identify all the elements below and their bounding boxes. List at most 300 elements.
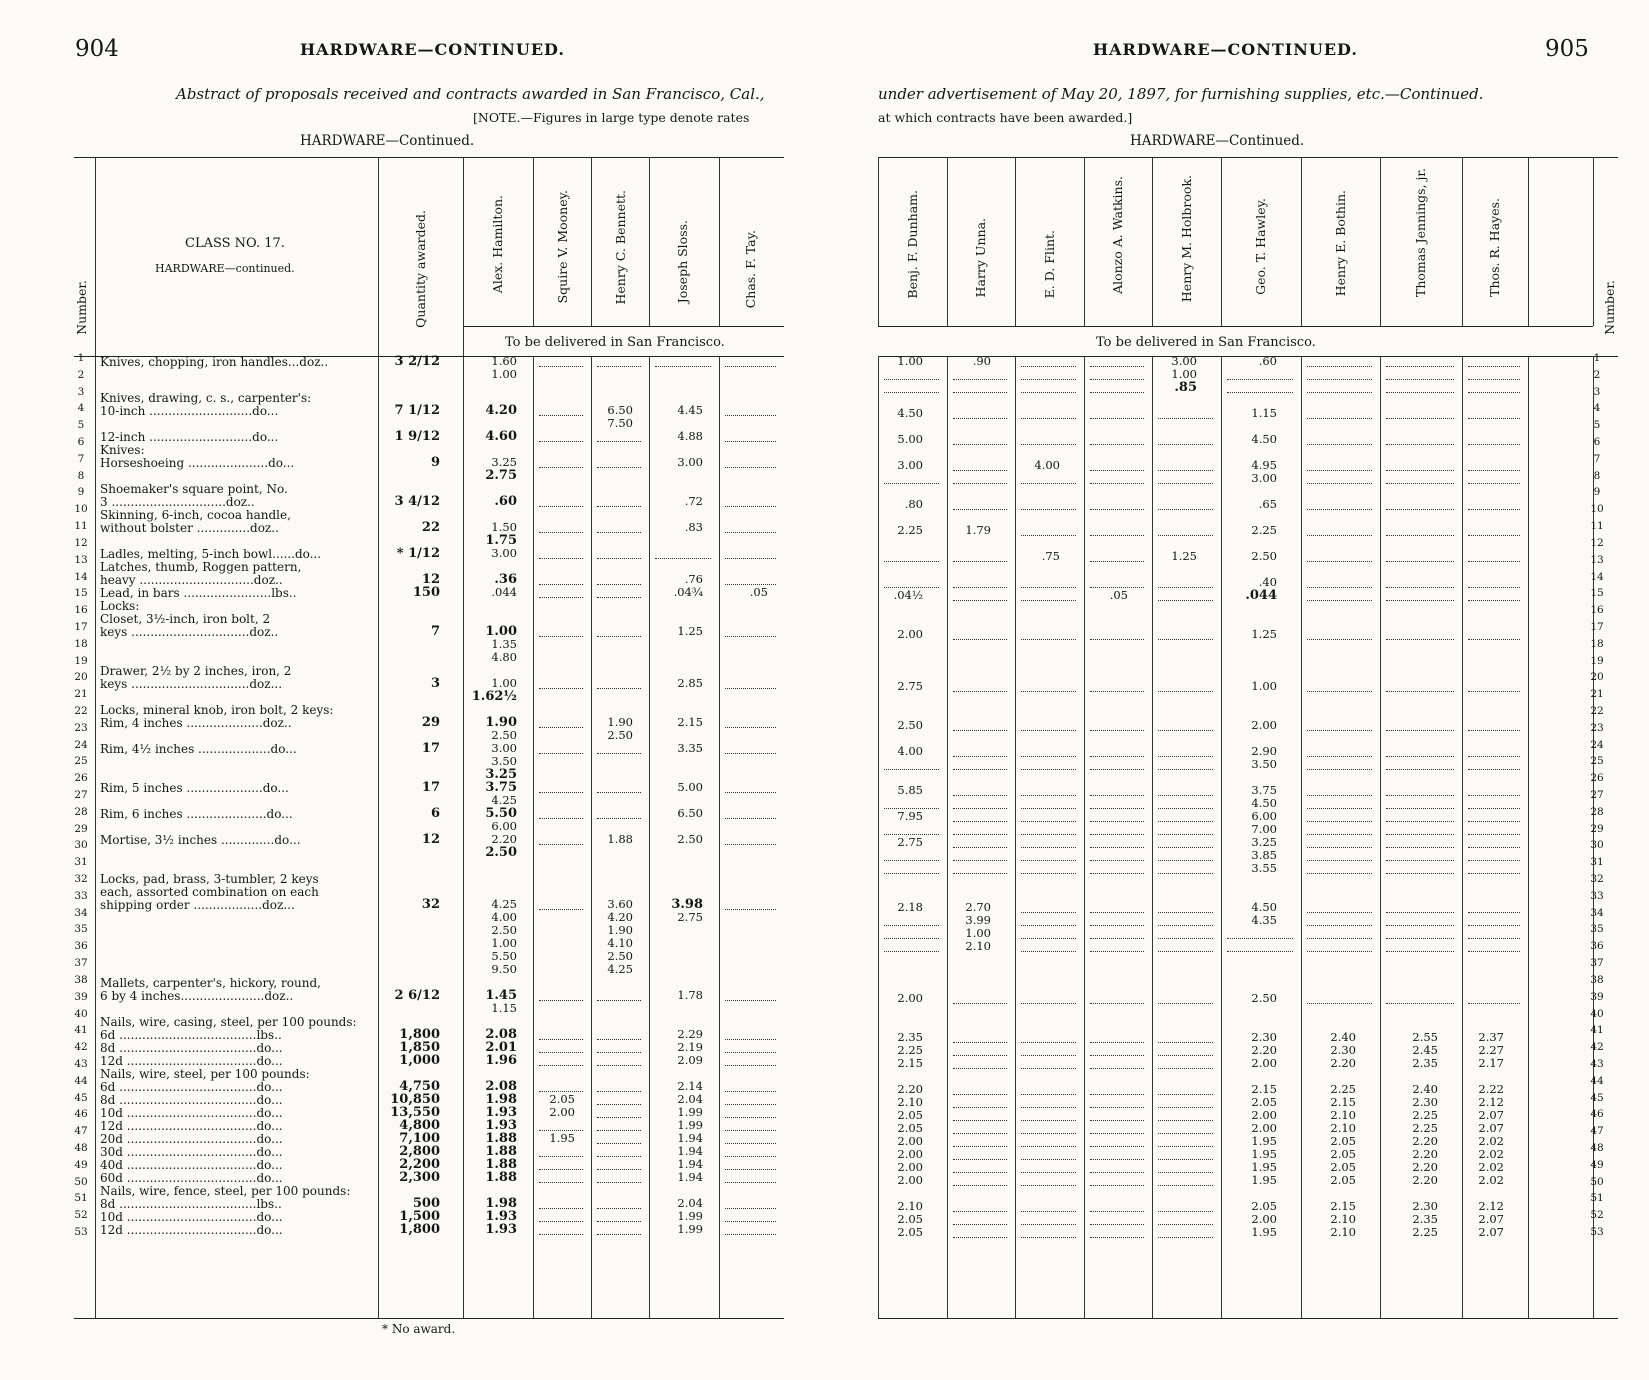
bid-value: 3.75: [485, 780, 517, 795]
dot-leader: [884, 860, 939, 861]
dot-leader: [1307, 587, 1372, 588]
bid-value: 2.25: [1412, 1108, 1438, 1122]
bid-value: 2.05: [897, 1108, 923, 1122]
row-number: 6: [77, 436, 85, 449]
dot-leader: [1158, 1237, 1213, 1238]
bid-value: 5.50: [491, 949, 517, 963]
dot-leader: [953, 483, 1007, 484]
bid-value: .75: [1041, 549, 1060, 563]
dot-leader: [1158, 821, 1213, 822]
row-number: 48: [1590, 1141, 1604, 1154]
dot-leader: [1386, 925, 1454, 926]
item-description: 6d ....................................lbs..: [100, 1028, 282, 1042]
item-description: shipping order ..................doz...: [100, 898, 295, 912]
row-number: 37: [1590, 957, 1604, 970]
bid-value: 2.10: [897, 1095, 923, 1109]
bid-value: 1.88: [485, 1170, 517, 1185]
dot-leader: [1021, 379, 1076, 380]
bid-value: 3.60: [607, 897, 633, 911]
item-description: Rim, 4 inches ....................doz..: [100, 716, 292, 730]
bid-value: 2.20: [1412, 1173, 1438, 1187]
dot-leader: [1021, 938, 1076, 939]
row-number: 41: [1590, 1024, 1604, 1037]
dot-leader: [1468, 834, 1520, 835]
bid-value: .044: [491, 585, 517, 599]
dot-leader: [1090, 1146, 1144, 1147]
dot-leader: [953, 834, 1007, 835]
bid-value: 3.00: [677, 455, 703, 469]
row-number: 25: [1590, 755, 1604, 768]
dot-leader: [953, 1159, 1007, 1160]
bid-value: 2.10: [1330, 1225, 1356, 1239]
quantity-awarded: 32: [421, 897, 440, 912]
dot-leader: [1386, 418, 1454, 419]
row-number: 49: [1590, 1158, 1604, 1171]
item-description: without bolster ..............doz..: [100, 521, 279, 535]
dot-leader: [1386, 483, 1454, 484]
dot-leader: [1090, 1042, 1144, 1043]
dot-leader: [1090, 951, 1144, 952]
dot-leader: [597, 506, 641, 507]
col-divider: [1462, 356, 1463, 1318]
bid-value: 2.50: [897, 718, 923, 732]
row-number: 31: [74, 856, 88, 869]
dot-leader: [539, 1169, 583, 1170]
delivered-note: To be delivered in San Francisco.: [505, 335, 725, 350]
row-number: 18: [1590, 637, 1604, 650]
dot-leader: [597, 1169, 641, 1170]
col-divider: [533, 157, 534, 326]
bid-value: .90: [972, 354, 991, 368]
dot-leader: [725, 844, 776, 845]
item-description: Mortise, 3½ inches ..............do...: [100, 833, 301, 847]
dot-leader: [539, 1221, 583, 1222]
dot-leader: [1021, 1068, 1076, 1069]
row-number: 42: [74, 1041, 88, 1054]
item-description: keys ...............................doz...: [100, 677, 283, 691]
bid-value: 2.01: [485, 1040, 517, 1055]
dot-leader: [597, 1221, 641, 1222]
bid-value: 1.99: [677, 1209, 703, 1223]
dot-leader: [1021, 1120, 1076, 1121]
dot-leader: [1021, 808, 1076, 809]
bid-value: 9.50: [491, 962, 517, 976]
dot-leader: [1468, 587, 1520, 588]
bid-value: 1.90: [485, 715, 517, 730]
dot-leader: [1090, 847, 1144, 848]
row-number: 12: [1590, 536, 1604, 549]
bid-value: 4.35: [1251, 913, 1277, 927]
bid-value: 2.22: [1478, 1082, 1504, 1096]
dot-leader: [1468, 821, 1520, 822]
dot-leader: [539, 1182, 583, 1183]
dot-leader: [953, 808, 1007, 809]
dot-leader: [1158, 1107, 1213, 1108]
col-divider: [1015, 356, 1016, 1318]
row-number: 10: [74, 503, 88, 516]
dot-leader: [725, 441, 776, 442]
row-number: 5: [1593, 419, 1601, 432]
dot-leader: [1158, 470, 1213, 471]
row-number: 38: [1590, 973, 1604, 986]
bid-value: 1.00: [491, 936, 517, 950]
dot-leader: [539, 506, 583, 507]
dot-leader: [725, 415, 776, 416]
item-description: Locks, pad, brass, 3-tumbler, 2 keys: [100, 872, 319, 886]
bid-value: 4.25: [491, 793, 517, 807]
bid-value: 1.62½: [471, 689, 517, 704]
item-description: 10-inch ...........................do...: [100, 404, 279, 418]
row-number: 5: [77, 419, 85, 432]
bid-value: .36: [494, 572, 517, 587]
col-divider: [1221, 157, 1222, 326]
bid-value: 1.93: [485, 1209, 517, 1224]
dot-leader: [1468, 769, 1520, 770]
dot-leader: [1158, 1094, 1213, 1095]
dot-leader: [1468, 795, 1520, 796]
dot-leader: [1227, 379, 1293, 380]
bid-value: 2.25: [897, 1043, 923, 1057]
dot-leader: [953, 1068, 1007, 1069]
bid-value: 2.50: [607, 728, 633, 742]
table-top-rule: [878, 157, 1618, 158]
bid-value: 1.95: [1251, 1225, 1277, 1239]
bid-value: .40: [1258, 575, 1277, 589]
row-number: 26: [74, 772, 88, 785]
bid-value: 2.75: [677, 910, 703, 924]
row-number: 53: [74, 1226, 88, 1238]
row-number: 34: [1590, 906, 1604, 919]
dot-leader: [1090, 1185, 1144, 1186]
dot-leader: [1307, 366, 1372, 367]
dot-leader: [1158, 1185, 1213, 1186]
dot-leader: [884, 925, 939, 926]
dot-leader: [539, 597, 583, 598]
bid-value: 1.93: [485, 1222, 517, 1237]
dot-leader: [725, 1234, 776, 1235]
col-divider: [591, 157, 592, 326]
bidder-header: Henry M. Holbrook.: [1178, 175, 1194, 303]
bid-value: 2.90: [1251, 744, 1277, 758]
bidder-header: Benj. F. Dunham.: [904, 190, 920, 299]
row-number: 52: [74, 1209, 88, 1222]
row-number: 26: [1590, 772, 1604, 785]
delivered-rule: [878, 326, 1593, 327]
dot-leader: [1158, 691, 1213, 692]
item-description: Shoemaker's square point, No.: [100, 482, 288, 496]
dot-leader: [539, 366, 583, 367]
bid-value: 5.50: [485, 806, 517, 821]
bid-value: 1.93: [485, 1105, 517, 1120]
item-description: 60d ..................................do...: [100, 1171, 283, 1185]
bid-value: 2.08: [485, 1079, 517, 1094]
bid-value: 2.50: [491, 923, 517, 937]
bid-value: 2.08: [485, 1027, 517, 1042]
dot-leader: [1090, 1003, 1144, 1004]
bid-value: .04¾: [673, 585, 703, 599]
bid-value: 2.05: [1330, 1134, 1356, 1148]
bid-value: 1.98: [485, 1196, 517, 1211]
dot-leader: [725, 1117, 776, 1118]
bidder-header: Henry C. Bennett.: [613, 190, 628, 305]
item-description: Lead, in bars .......................lbs..: [100, 586, 297, 600]
bid-value: 1.00: [1251, 679, 1277, 693]
dot-leader: [539, 753, 583, 754]
dot-leader: [597, 1130, 641, 1131]
dot-leader: [1090, 418, 1144, 419]
quantity-awarded: * 1/12: [396, 546, 440, 561]
number-header: Number.: [1602, 280, 1617, 335]
dot-leader: [1021, 600, 1076, 601]
item-description: Mallets, carpenter's, hickory, round,: [100, 976, 321, 990]
bid-value: 1.88: [485, 1144, 517, 1159]
row-number: 52: [1590, 1209, 1604, 1222]
dot-leader: [725, 753, 776, 754]
row-number: 36: [74, 940, 88, 953]
dot-leader: [1021, 1211, 1076, 1212]
col-divider: [1301, 157, 1302, 326]
item-description: 12-inch ...........................do...: [100, 430, 279, 444]
col-divider: [1462, 157, 1463, 326]
row-number: 32: [1590, 873, 1604, 886]
bid-value: 3.85: [1251, 848, 1277, 862]
bid-value: 2.07: [1478, 1225, 1504, 1239]
bid-value: 4.50: [897, 406, 923, 420]
row-number: 34: [74, 906, 88, 919]
bid-value: .04½: [893, 588, 923, 602]
col-divider: [719, 356, 720, 1318]
row-number: 12: [74, 536, 88, 549]
dot-leader: [1158, 769, 1213, 770]
bid-value: 2.05: [1251, 1095, 1277, 1109]
dot-leader: [1021, 756, 1076, 757]
bidder-header: Alex. Hamilton.: [490, 195, 505, 294]
bid-value: 2.09: [677, 1053, 703, 1067]
bid-value: 4.20: [485, 403, 517, 418]
dot-leader: [597, 441, 641, 442]
row-number: 38: [74, 973, 88, 986]
bid-value: 1.25: [1171, 549, 1197, 563]
row-number: 1: [77, 352, 85, 364]
dot-leader: [1386, 847, 1454, 848]
quantity-awarded: 1,500: [399, 1209, 440, 1224]
row-number: 14: [74, 570, 88, 583]
bidder-header: Harry Unna.: [973, 218, 988, 298]
dot-leader: [1386, 769, 1454, 770]
row-number: 45: [74, 1091, 88, 1104]
dot-leader: [1090, 639, 1144, 640]
dot-leader: [953, 1237, 1007, 1238]
bid-value: 2.55: [1412, 1030, 1438, 1044]
dot-leader: [539, 441, 583, 442]
dot-leader: [953, 470, 1007, 471]
bid-value: 4.00: [1034, 458, 1060, 472]
bid-value: 3.25: [491, 455, 517, 469]
abstract-title: under advertisement of May 20, 1897, for furnishing supplies, etc.—Continued.: [878, 85, 1484, 103]
dot-leader: [597, 532, 641, 533]
bid-value: 1.98: [485, 1092, 517, 1107]
bid-value: 1.95: [1251, 1160, 1277, 1174]
dot-leader: [597, 1091, 641, 1092]
bidder-header: Geo. T. Hawley.: [1253, 198, 1268, 295]
dot-leader: [725, 1000, 776, 1001]
dot-leader: [1158, 847, 1213, 848]
dot-leader: [1158, 925, 1213, 926]
dot-leader: [1158, 509, 1213, 510]
dot-leader: [1468, 847, 1520, 848]
dot-leader: [725, 506, 776, 507]
dot-leader: [1386, 912, 1454, 913]
dot-leader: [1090, 1133, 1144, 1134]
bid-value: 2.25: [1330, 1082, 1356, 1096]
row-number: 7: [1593, 452, 1601, 465]
bid-value: 4.88: [677, 429, 703, 443]
dot-leader: [884, 834, 939, 835]
bid-value: .72: [684, 494, 703, 508]
dot-leader: [1090, 925, 1144, 926]
bid-value: 2.17: [1478, 1056, 1504, 1070]
item-description: Rim, 6 inches .....................do...: [100, 807, 293, 821]
bid-value: 2.50: [485, 845, 517, 860]
dot-leader: [539, 1065, 583, 1066]
dot-leader: [597, 1065, 641, 1066]
bid-value: 1.90: [607, 923, 633, 937]
row-number: 15: [1590, 587, 1604, 600]
dot-leader: [953, 392, 1007, 393]
row-number: 40: [1590, 1007, 1604, 1020]
bid-value: 2.04: [677, 1196, 703, 1210]
row-number: 23: [74, 721, 88, 734]
dot-leader: [1386, 691, 1454, 692]
dot-leader: [597, 584, 641, 585]
row-number: 4: [1593, 402, 1601, 415]
dot-leader: [539, 818, 583, 819]
dot-leader: [953, 418, 1007, 419]
row-number: 3: [1593, 385, 1601, 398]
dot-leader: [539, 532, 583, 533]
col-divider: [1528, 157, 1529, 326]
bid-value: 3.00: [491, 546, 517, 560]
col-divider: [95, 157, 96, 1318]
dot-leader: [953, 1107, 1007, 1108]
dot-leader: [1468, 808, 1520, 809]
note: at which contracts have been awarded.]: [878, 110, 1133, 125]
dot-leader: [1158, 1172, 1213, 1173]
dot-leader: [539, 1208, 583, 1209]
footnote: * No award.: [382, 1322, 456, 1336]
dot-leader: [1386, 561, 1454, 562]
bid-value: 2.10: [965, 939, 991, 953]
dot-leader: [1468, 418, 1520, 419]
bid-value: .80: [904, 497, 923, 511]
bid-value: 1.95: [1251, 1134, 1277, 1148]
dot-leader: [1468, 639, 1520, 640]
dot-leader: [597, 1039, 641, 1040]
row-number: 15: [74, 587, 88, 600]
dot-leader: [1307, 847, 1372, 848]
row-number: 10: [1590, 503, 1604, 516]
bidder-header: Thomas Jennings, jr.: [1413, 168, 1428, 297]
bid-value: 1.94: [677, 1157, 703, 1171]
dot-leader: [1090, 1224, 1144, 1225]
bid-value: 2.12: [1478, 1199, 1504, 1213]
dot-leader: [953, 847, 1007, 848]
dot-leader: [725, 532, 776, 533]
row-number: 28: [1590, 805, 1604, 818]
bid-value: 2.02: [1478, 1173, 1504, 1187]
item-description: Ladles, melting, 5-inch bowl......do...: [100, 547, 322, 561]
bid-value: 2.37: [1478, 1030, 1504, 1044]
bid-value: 2.02: [1478, 1160, 1504, 1174]
page-number: 904: [75, 36, 119, 62]
row-number: 50: [1590, 1175, 1604, 1188]
bid-value: 3.00: [897, 458, 923, 472]
quantity-awarded: 7,100: [399, 1131, 440, 1146]
row-number: 8: [77, 469, 85, 482]
row-number: 16: [1590, 604, 1604, 617]
dot-leader: [1021, 1042, 1076, 1043]
row-number: 16: [74, 604, 88, 617]
bid-value: 2.85: [677, 676, 703, 690]
dot-leader: [1090, 379, 1144, 380]
item-description: Rim, 4½ inches ...................do...: [100, 742, 297, 756]
quantity-awarded: 3: [430, 676, 440, 691]
bid-value: 2.20: [1251, 1043, 1277, 1057]
quantity-awarded: 7: [430, 624, 440, 639]
bid-value: 1.60: [491, 354, 517, 368]
item-description: Nails, wire, steel, per 100 pounds:: [100, 1067, 310, 1081]
dot-leader: [1158, 535, 1213, 536]
dot-leader: [1386, 756, 1454, 757]
bid-value: 1.95: [1251, 1147, 1277, 1161]
dot-leader: [597, 1208, 641, 1209]
col-divider: [1221, 356, 1222, 1318]
dot-leader: [655, 366, 711, 367]
bid-value: .65: [1258, 497, 1277, 511]
bid-value: 2.20: [1412, 1147, 1438, 1161]
dot-leader: [1021, 1094, 1076, 1095]
dot-leader: [1021, 418, 1076, 419]
bid-value: 1.00: [485, 624, 517, 639]
quantity-awarded: 3 2/12: [394, 354, 440, 369]
bid-value: 4.60: [485, 429, 517, 444]
dot-leader: [1021, 1185, 1076, 1186]
dot-leader: [953, 821, 1007, 822]
dot-leader: [1158, 600, 1213, 601]
dot-leader: [1386, 600, 1454, 601]
dot-leader: [725, 636, 776, 637]
dot-leader: [1468, 600, 1520, 601]
dot-leader: [539, 584, 583, 585]
dot-leader: [539, 1091, 583, 1092]
dot-leader: [597, 1182, 641, 1183]
quantity-awarded: 2,300: [399, 1170, 440, 1185]
dot-leader: [1090, 1107, 1144, 1108]
dot-leader: [1021, 1107, 1076, 1108]
item-description: Drawer, 2½ by 2 inches, iron, 2: [100, 664, 292, 678]
dot-leader: [1090, 873, 1144, 874]
bidder-header: Joseph Sloss.: [675, 220, 690, 304]
bid-value: 2.20: [1330, 1056, 1356, 1070]
bidder-header: Alonzo A. Watkins.: [1110, 176, 1125, 294]
dot-leader: [1386, 392, 1454, 393]
item-description: Latches, thumb, Roggen pattern,: [100, 560, 302, 574]
row-number: 29: [74, 822, 88, 835]
dot-leader: [1468, 925, 1520, 926]
dot-leader: [725, 1156, 776, 1157]
dot-leader: [953, 509, 1007, 510]
bid-value: 4.00: [897, 744, 923, 758]
